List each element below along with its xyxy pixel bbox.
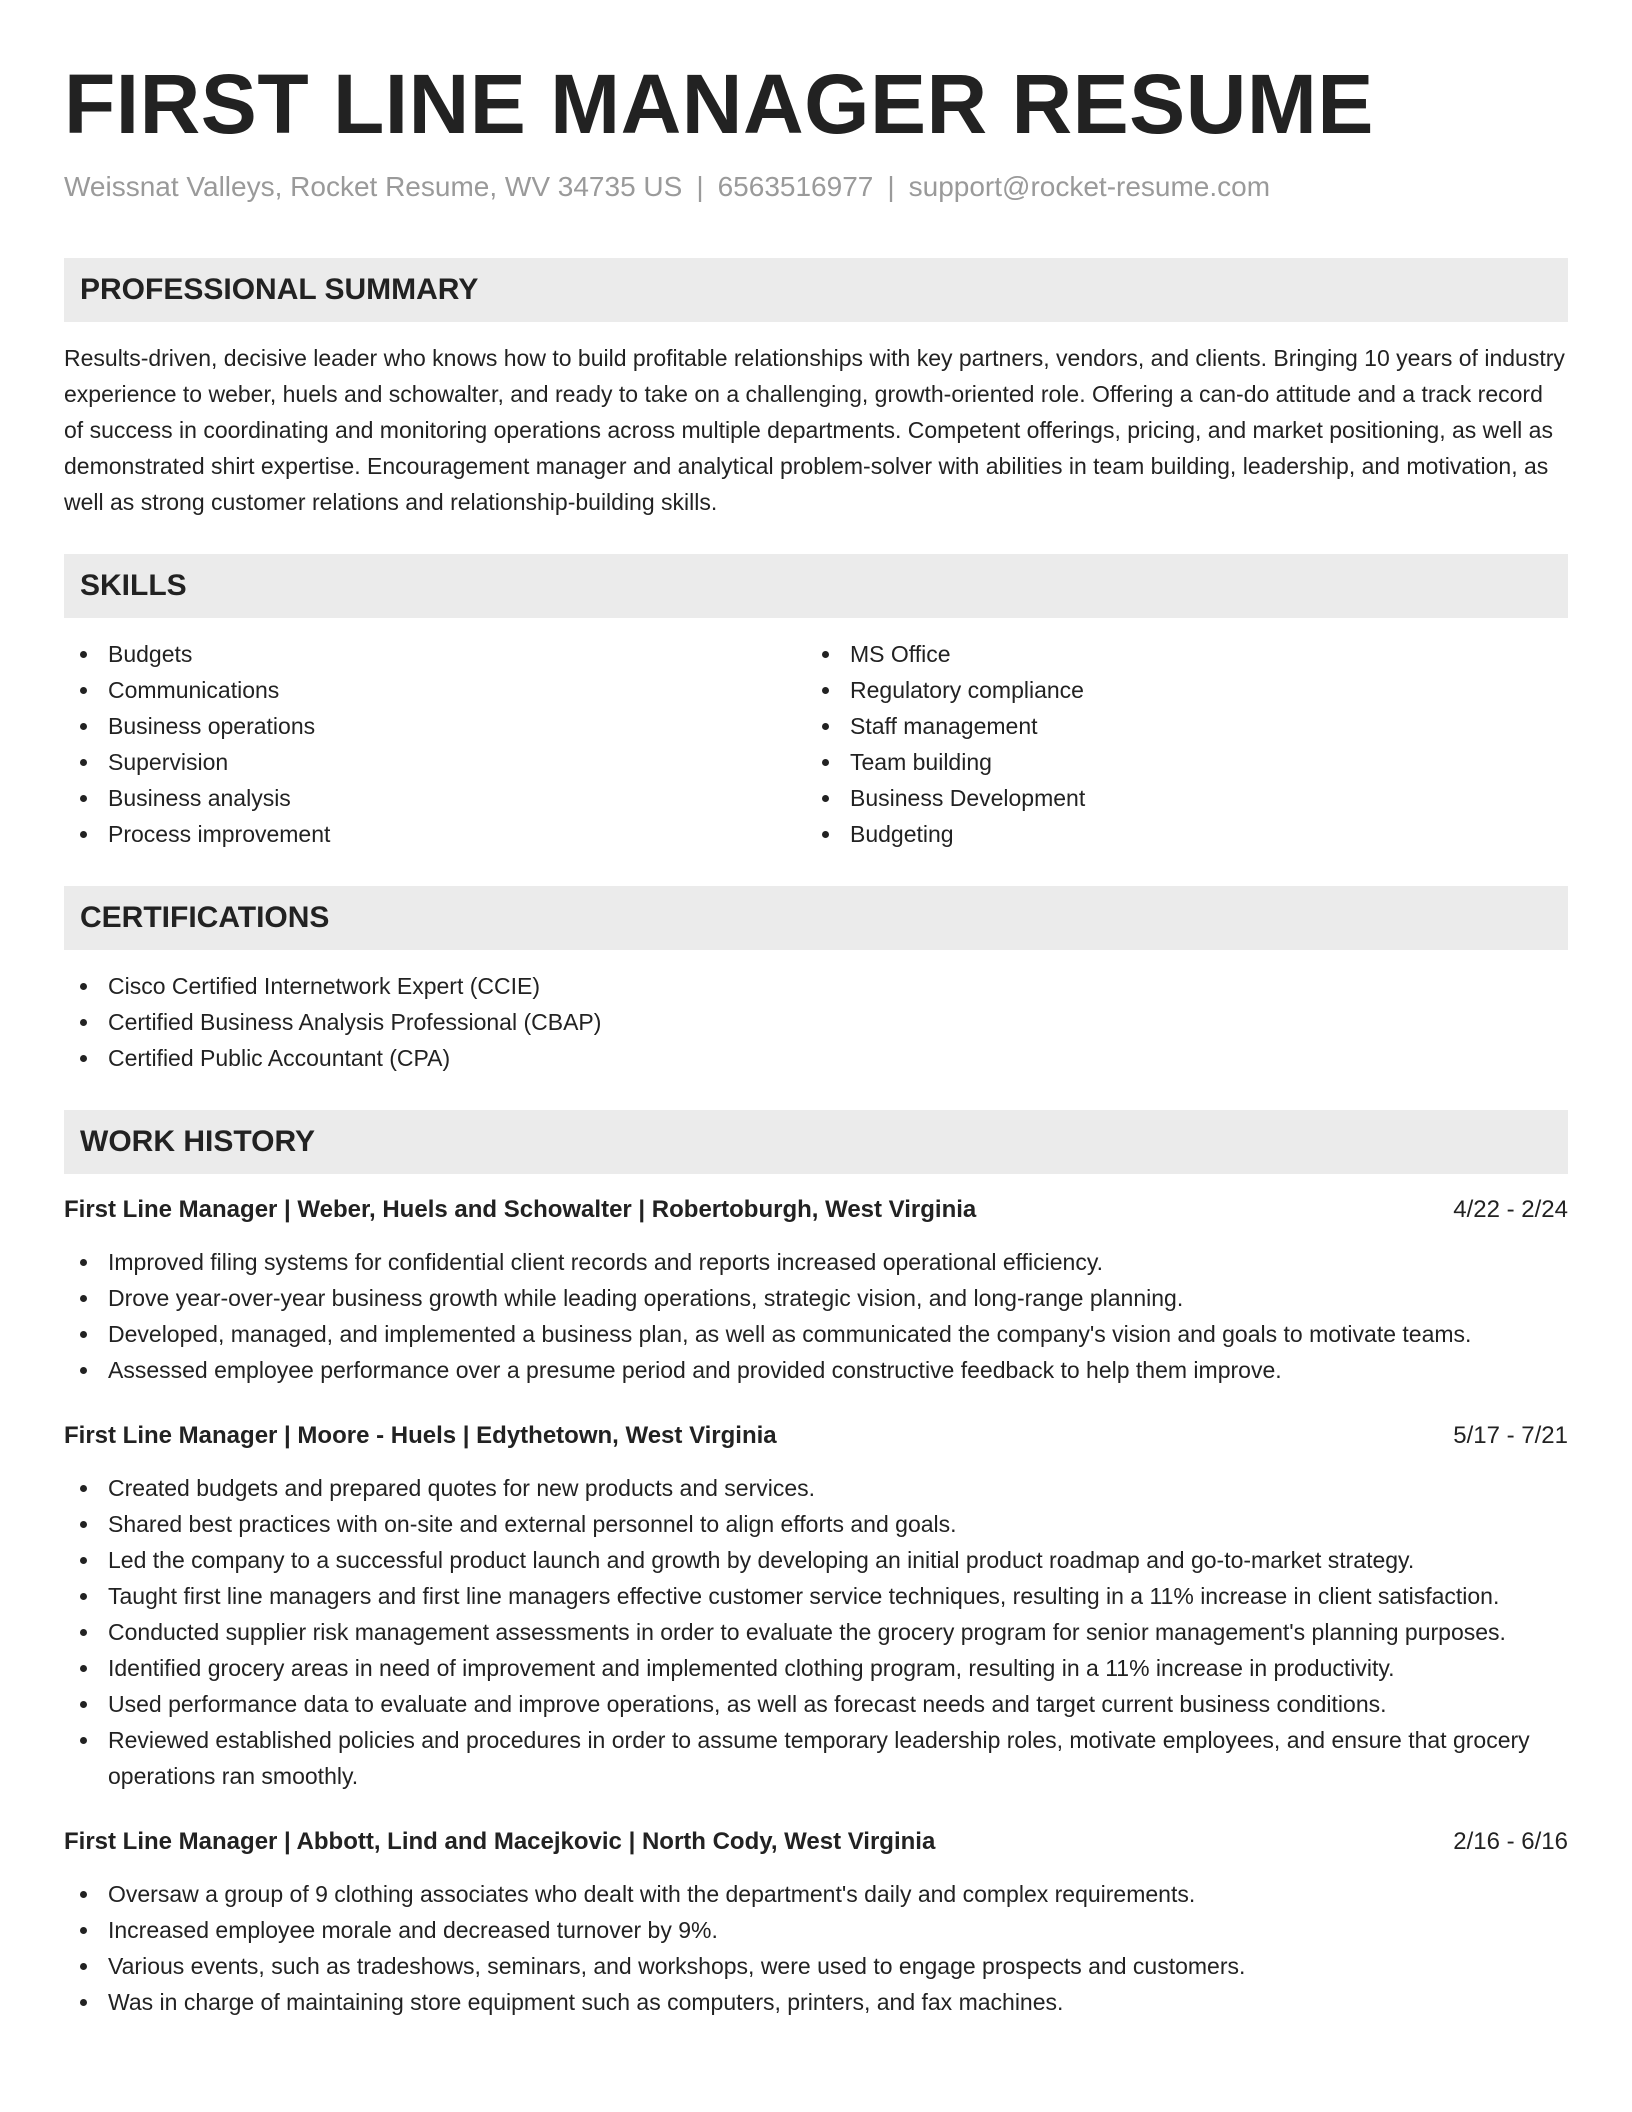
work-history-section-heading: WORK HISTORY [64,1110,1568,1174]
skill-item: Team building [806,744,1548,780]
skill-item: Process improvement [64,816,806,852]
job-dates: 4/22 - 2/24 [1453,1196,1568,1223]
job-header [64,1192,1568,1228]
contact-phone: 6563516977 [717,171,874,202]
skill-item: Budgets [64,636,806,672]
contact-separator: | [887,171,895,202]
skills-list-left [64,636,806,852]
contact-email: support@rocket-resume.com [908,171,1271,202]
skill-item: Business operations [64,708,806,744]
page-title: FIRST LINE MANAGER RESUME [64,57,1374,151]
contact-line [64,170,1568,204]
skills-grid [64,636,1568,852]
job-bullet: Led the company to a successful product launch and growth by developing an initial product roadmap and go-to-market strategy. [64,1542,1568,1578]
job-title: First Line Manager | Weber, Huels and Schowalter | Robertoburgh, West Virginia [64,1196,977,1223]
job-title: First Line Manager | Moore - Huels | Edythetown, West Virginia [64,1422,777,1449]
job-entry [64,1192,1568,1388]
summary-section-heading: PROFESSIONAL SUMMARY [64,258,1568,322]
skill-item: Supervision [64,744,806,780]
job-bullet: Assessed employee performance over a presume period and provided constructive feedback to help them improve. [64,1352,1568,1388]
summary-text: Results-driven, decisive leader who knows how to build profitable relationships with key partners, vendors, and clients. Bringing 10 years of industry experience to weber, huels and schowalter, and ready to take on a challenging, growth-oriented role. Offering a can-do attitude and a track record of success in coordinating and monitoring operations across multiple departments. Competent offerings, pricing, and market positioning, as well as demonstrated shirt expertise. Encouragement manager and analytical problem-solver with abilities in team building, leadership, and motivation, as well as strong customer relations and relationship-building skills. [64,345,1565,515]
job-bullet: Developed, managed, and implemented a business plan, as well as communicated the company's vision and goals to motivate teams. [64,1316,1568,1352]
job-bullet: Reviewed established policies and procedures in order to assume temporary leadership roles, motivate employees, and ensure that grocery operations ran smoothly. [64,1722,1568,1794]
job-header [64,1824,1568,1860]
job-bullet: Oversaw a group of 9 clothing associates who dealt with the department's daily and complex requirements. [64,1876,1568,1912]
resume-page [64,0,1568,2050]
certifications-section-heading: CERTIFICATIONS [64,886,1568,950]
job-bullet: Drove year-over-year business growth while leading operations, strategic vision, and long-range planning. [64,1280,1568,1316]
job-bullets [64,1244,1568,1388]
skill-item: Business analysis [64,780,806,816]
job-bullets [64,1876,1568,2020]
skills-list-right [806,636,1548,852]
job-bullet: Taught first line managers and first line managers effective customer service techniques, resulting in a 11% increase in client satisfaction. [64,1578,1568,1614]
certification-item: Certified Public Accountant (CPA) [64,1040,1568,1076]
job-entry [64,1418,1568,1794]
job-bullet: Various events, such as tradeshows, seminars, and workshops, were used to engage prospects and customers. [64,1948,1568,1984]
skill-item: Communications [64,672,806,708]
job-title: First Line Manager | Abbott, Lind and Macejkovic | North Cody, West Virginia [64,1828,936,1855]
job-entry [64,1824,1568,2020]
job-bullet: Used performance data to evaluate and improve operations, as well as forecast needs and target current business conditions. [64,1686,1568,1722]
certification-item: Certified Business Analysis Professional (CBAP) [64,1004,1568,1040]
skill-item: MS Office [806,636,1548,672]
job-bullet: Increased employee morale and decreased turnover by 9%. [64,1912,1568,1948]
certification-item: Cisco Certified Internetwork Expert (CCIE) [64,968,1568,1004]
job-bullet: Shared best practices with on-site and external personnel to align efforts and goals. [64,1506,1568,1542]
job-dates: 2/16 - 6/16 [1453,1828,1568,1855]
job-dates: 5/17 - 7/21 [1453,1422,1568,1449]
job-header [64,1418,1568,1454]
skill-item: Budgeting [806,816,1548,852]
contact-separator: | [696,171,704,202]
skills-section-heading: SKILLS [64,554,1568,618]
job-bullet: Identified grocery areas in need of improvement and implemented clothing program, resulting in a 11% increase in productivity. [64,1650,1568,1686]
job-bullet: Was in charge of maintaining store equipment such as computers, printers, and fax machines. [64,1984,1568,2020]
skill-item: Staff management [806,708,1548,744]
job-bullet: Conducted supplier risk management assessments in order to evaluate the grocery program for senior management's planning purposes. [64,1614,1568,1650]
contact-address: Weissnat Valleys, Rocket Resume, WV 34735 US [64,171,683,202]
job-bullet: Created budgets and prepared quotes for new products and services. [64,1470,1568,1506]
job-bullet: Improved filing systems for confidential client records and reports increased operational efficiency. [64,1244,1568,1280]
skill-item: Business Development [806,780,1548,816]
skill-item: Regulatory compliance [806,672,1548,708]
job-bullets [64,1470,1568,1794]
certifications-list [64,968,1568,1076]
